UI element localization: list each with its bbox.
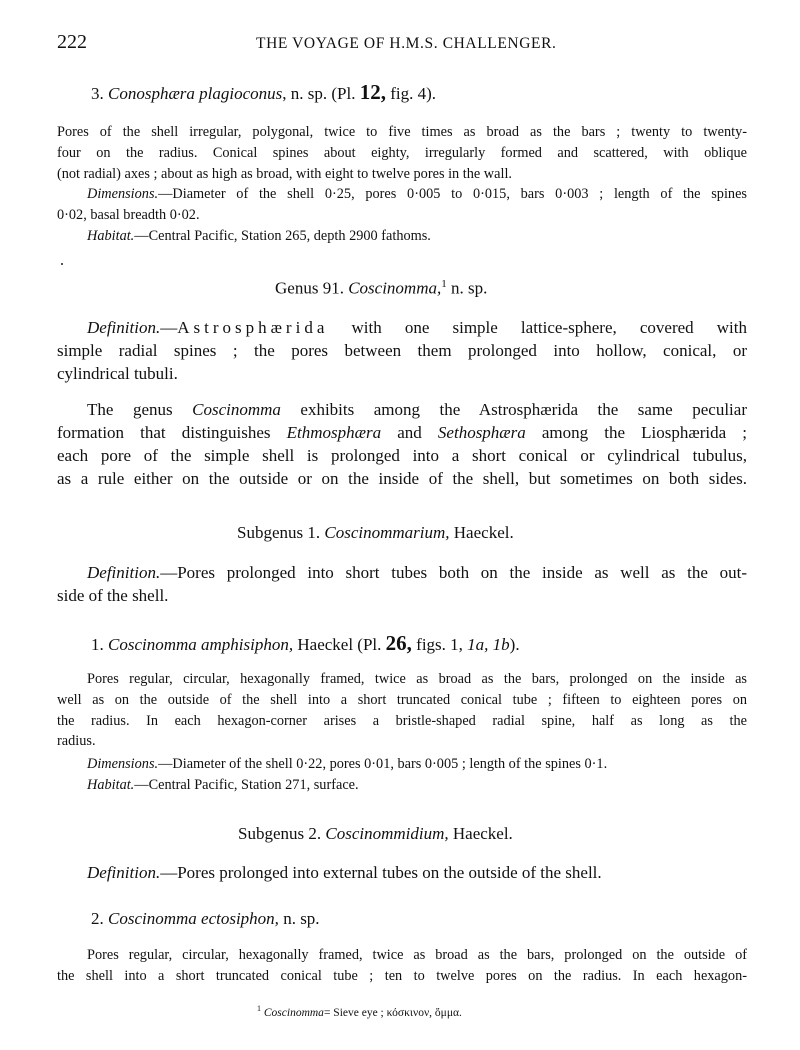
species-3-habitat: Habitat.—Central Pacific, Station 265, depth 2900 fathoms. — [87, 228, 431, 244]
species-3-description: Pores of the shell irregular, polygonal, twice to five times as broad as the bars ; twenty to twenty- four on the radius. Conical spines about eighty, irregularly formed and scattered, with oblique (not radial) axes ; about as high as broad, with eight to twelve pores in the wall. — [57, 124, 747, 182]
species-name: Conosphæra plagioconus — [108, 84, 283, 103]
genus-paragraph: The genus Coscinomma exhibits among the Astrosphærida the same peculiar formation that distinguishes Ethmosphæra and Sethosphæra among the Liosphærida ; each pore of the simple shell is prolonged into a short conical or cylindrical tubulus, as a rule either on the outside or on the inside of the shell, but sometimes on both sides. — [57, 400, 747, 488]
subgenus-1-heading: Subgenus 1. Coscinommarium, Haeckel. — [237, 523, 514, 542]
species-1-description: Pores regular, circular, hexagonally framed, twice as broad as the bars, prolonged on the inside as well as on the outside of the shell into a short truncated conical tube ; fifteen to eighteen pores on the radius. In each hexagon-corner arises a bristle-shaped radial spine, half as long as the radius. — [57, 671, 747, 750]
species-name: Coscinomma ectosiphon, — [108, 909, 279, 928]
footnote-ref: 1 — [441, 278, 447, 290]
species-name: Coscinomma amphisiphon, — [108, 635, 294, 654]
subgenus-2-heading: Subgenus 2. Coscinommidium, Haeckel. — [238, 824, 513, 843]
species-1-habitat: Habitat.—Central Pacific, Station 271, surface. — [87, 777, 359, 793]
species-2-heading: 2. Coscinomma ectosiphon, n. sp. — [91, 909, 320, 928]
genus-heading: Genus 91. Coscinomma,$^1$ n. sp. — [275, 278, 488, 298]
page-number: 222 — [57, 31, 87, 53]
species-3-heading: 3. Conosphæra plagioconus, n. sp. (Pl. 12, fig. 4). — [91, 80, 437, 104]
species-1-heading: 1. Coscinomma amphisiphon, Haeckel (Pl. 26, figs. 1, 1a, 1b). — [91, 631, 520, 655]
footnote: $^1$ Coscinomma= Sieve eye ; κόσκινον, ὄμμα. — [257, 1004, 462, 1019]
subgenus-2-definition: Definition.—Pores prolonged into external tubes on the outside of the shell. — [87, 863, 602, 882]
stray-mark — [61, 263, 63, 265]
species-3-dimensions: Dimensions.—Diameter of the shell 0·25, pores 0·005 to 0·015, bars 0·003 ; length of the spines 0·02, basal breadth 0·02. — [57, 186, 747, 223]
species-2-description: Pores regular, circular, hexagonally framed, twice as broad as the bars, prolonged on the outside of the shell into a short truncated conical tube ; ten to twelve pores on the radius. In each hexagon- — [57, 947, 747, 984]
genus-definition: Definition.—Astrosphærida with one simple lattice-sphere, covered with simple radial spines ; the pores between them prolonged into hollow, conical, or cylindrical tubuli. — [57, 318, 747, 383]
running-head: THE VOYAGE OF H.M.S. CHALLENGER. — [256, 35, 557, 52]
plate-number: 26, — [385, 631, 412, 655]
species-1-dimensions: Dimensions.—Diameter of the shell 0·22, pores 0·01, bars 0·005 ; length of the spines 0·1. — [87, 756, 608, 772]
plate-number: 12, — [359, 80, 386, 104]
subgenus-1-definition: Definition.—Pores prolonged into short tubes both on the inside as well as the out- side of the shell. — [57, 563, 747, 605]
genus-name: Coscinomma, — [348, 278, 442, 298]
